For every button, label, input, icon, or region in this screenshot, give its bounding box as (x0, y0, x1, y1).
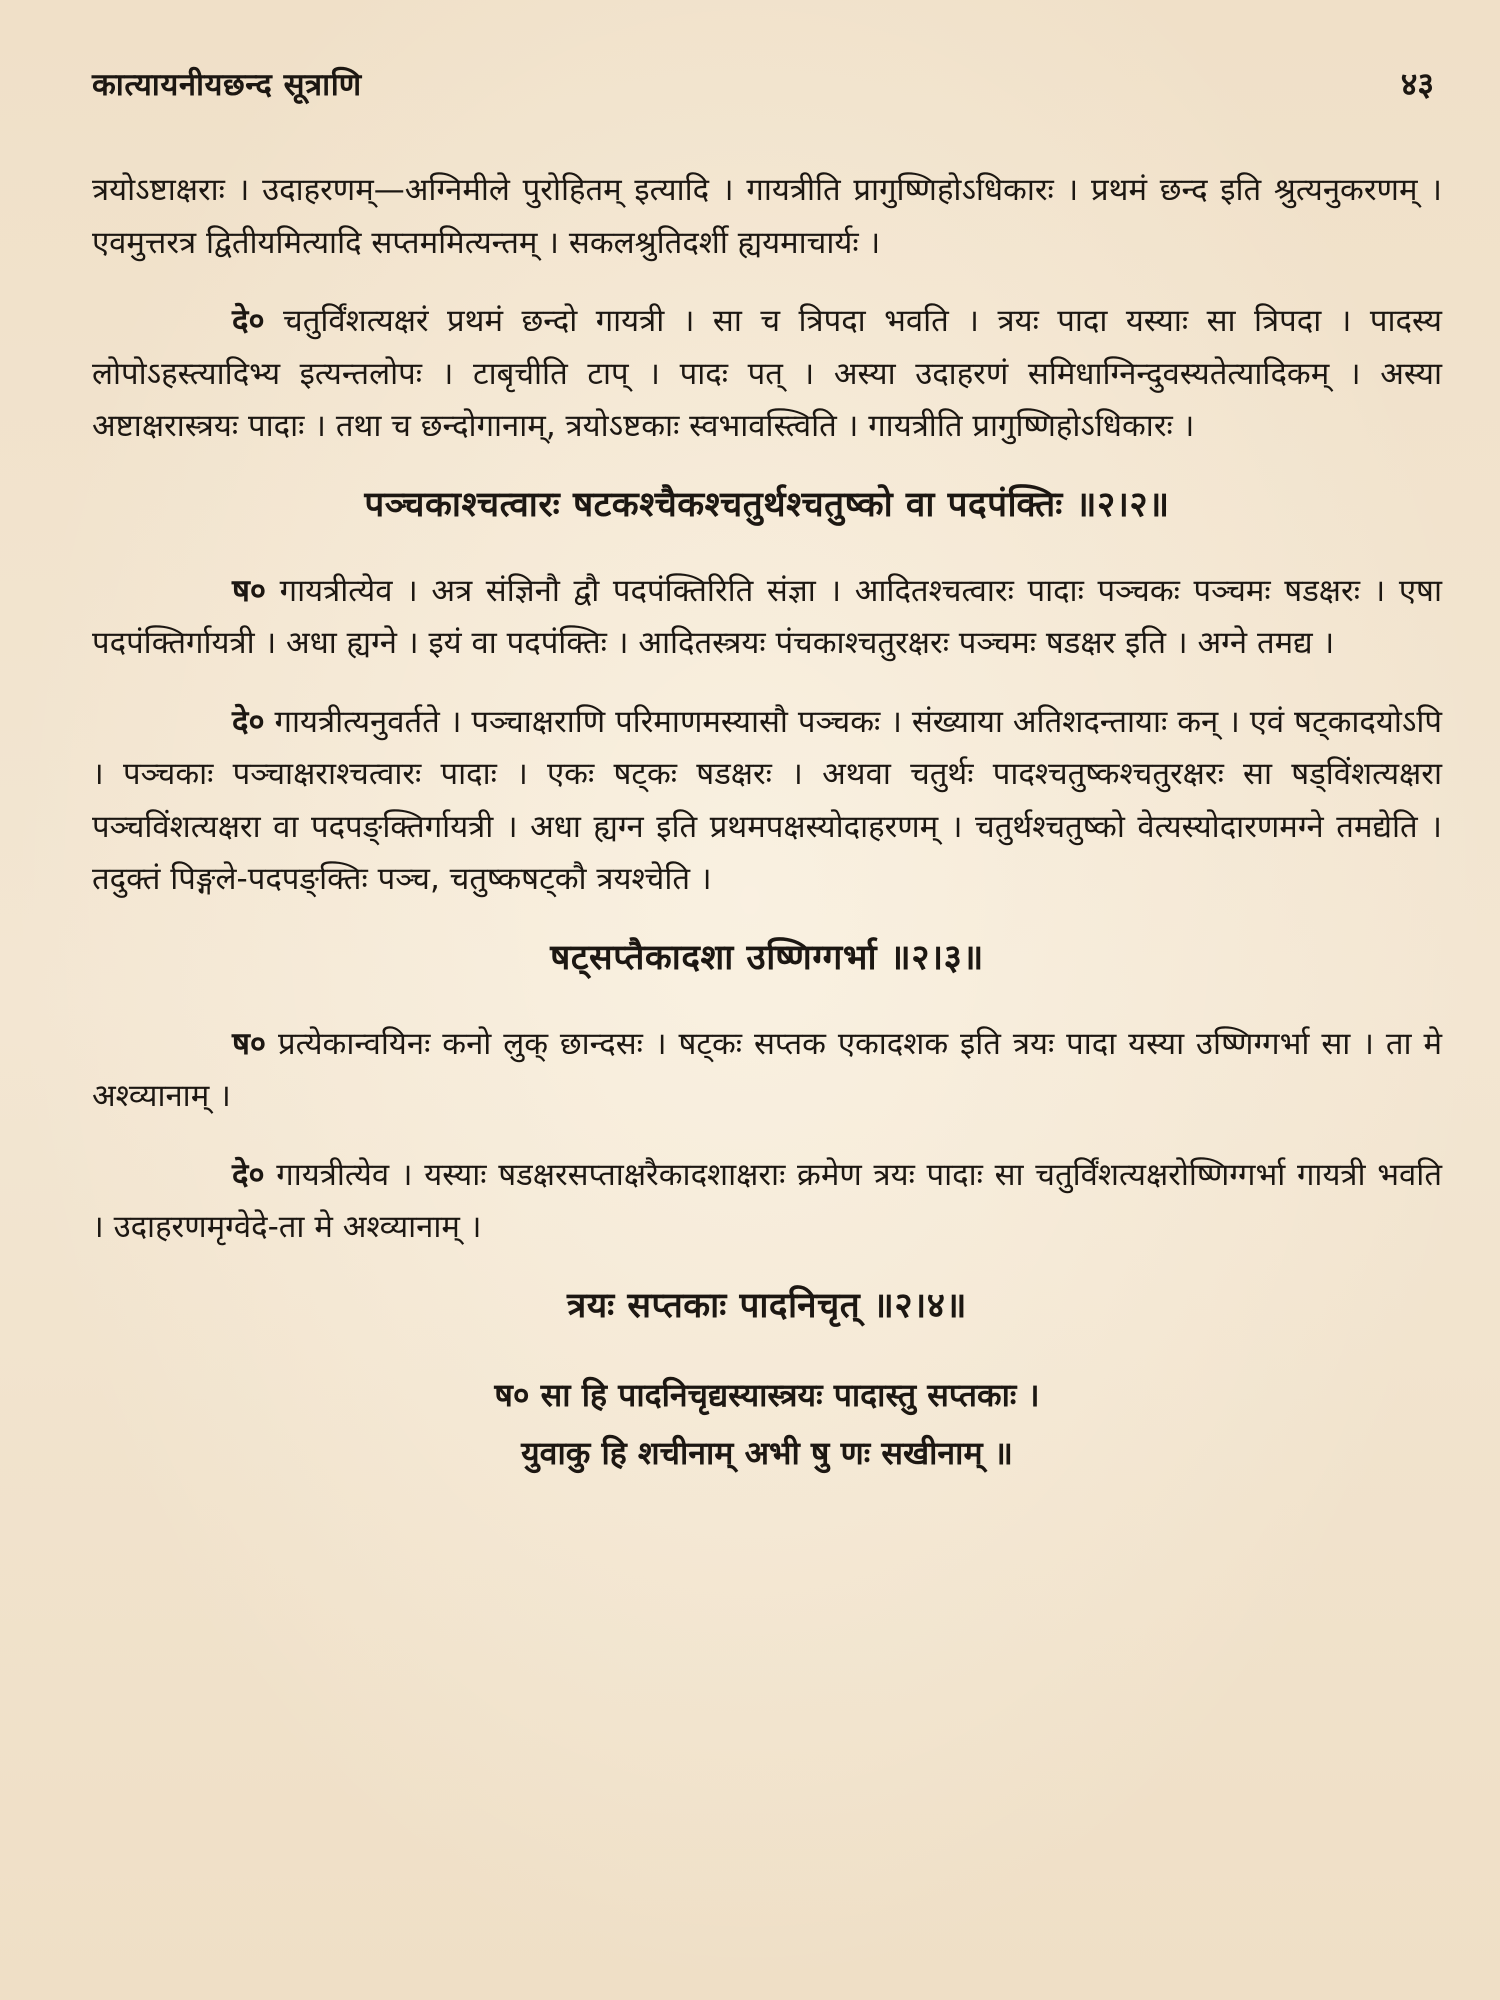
commentary-paragraph-2 (92, 295, 1442, 453)
commentary-paragraph-6 (92, 1149, 1442, 1254)
paragraph-text: गायत्रीत्येव । यस्याः षडक्षरसप्ताक्षरैकादशाक्षराः क्रमेण त्रयः पादाः सा चतुर्विंशत्यक्षरोष्णिग्गर्भा गायत्री भवति । उदाहरणमृग्वेदे-ता मे अश्व्यानाम् । (92, 1156, 1442, 1245)
paragraph-text: प्रत्येकान्वयिनः कनो लुक् छान्दसः । षट्कः सप्तक एकादशक इति त्रयः पादा यस्या उष्णिग्गर्भा सा । ता मे अश्व्यानाम् । (92, 1025, 1442, 1114)
commentary-paragraph-4 (92, 696, 1442, 906)
commentary-paragraph-5 (92, 1018, 1442, 1123)
verse-line-2: युवाकु हि शचीनाम् अभी षु णः सखीनाम् ॥ (521, 1433, 1013, 1472)
commentary-paragraph-3 (92, 565, 1442, 670)
verse-line-1: ष० सा हि पादनिचृद्यस्यास्त्रयः पादास्तु सप्तकाः । (494, 1375, 1040, 1414)
paragraph-text: गायत्रीत्येव । अत्र संज्ञिनौ द्वौ पदपंक्तिरिति संज्ञा । आदितश्चत्वारः पादाः पञ्चकः पञ्चमः षडक्षरः । एषा पदपंक्तिर्गायत्री । अधा ह्यग्ने । इयं वा पदपंक्तिः । आदितस्त्रयः पंचकाश्चतुरक्षरः पञ्चमः षडक्षर इति । अग्ने तमद्य । (92, 572, 1442, 661)
commentator-abbreviation: दे० (232, 703, 265, 740)
commentary-paragraph-1: त्रयोऽष्टाक्षराः । उदाहरणम्—अग्निमीले पुरोहितम् इत्यादि । गायत्रीति प्रागुष्णिहोऽधिकारः । प्रथमं छन्द इति श्रुत्यनुकरणम् । एवमुत्तरत्र द्वितीयमित्यादि सप्तममित्यन्तम् । सकलश्रुतिदर्शी ह्ययमाचार्यः । (92, 172, 1442, 261)
running-title: कात्यायनीयछन्द सूत्राणि (92, 67, 362, 103)
page-number: ४३ (1400, 65, 1434, 103)
commentator-abbreviation: ष० (232, 572, 267, 609)
verse-block (92, 1366, 1442, 1482)
paragraph-text: चतुर्विंशत्यक्षरं प्रथमं छन्दो गायत्री । सा च त्रिपदा भवति । त्रयः पादा यस्याः सा त्रिपदा । पादस्य लोपोऽहस्त्यादिभ्य इत्यन्तलोपः । टाबृचीति टाप् । पादः पत् । अस्या उदाहरणं समिधाग्निन्दुवस्यतेत्यादिकम् । अस्या अष्टाक्षरास्त्रयः पादाः । तथा च छन्दोगानाम्, त्रयोऽष्टकाः स्वभावस्त्विति । गायत्रीति प्रागुष्णिहोऽधिकारः । (92, 303, 1442, 444)
commentator-abbreviation: दे० (232, 303, 265, 339)
sutra-2-3: षट्सप्तैकादशा उष्णिग्गर्भा ॥२।३॥ (550, 937, 984, 978)
paragraph-text: गायत्रीत्यनुवर्तते । पञ्चाक्षराणि परिमाणमस्यासौ पञ्चकः । संख्याया अतिशदन्तायाः कन् । एवं षट्कादयोऽपि । पञ्चकाः पञ्चाक्षराश्चत्वारः पादाः । एकः षट्कः षडक्षरः । अथवा चतुर्थः पादश्चतुष्कश्चतुरक्षरः सा षड्विंशत्यक्षरा पञ्चविंशत्यक्षरा वा पदपङ्क्तिर्गायत्री । अधा ह्यग्न इति प्रथमपक्षस्योदाहरणम् । चतुर्थश्चतुष्को वेत्यस्योदारणमग्ने तमद्येति । तदुक्तं पिङ्गले-पदपङ्क्तिः पञ्च, चतुष्कषट्कौ त्रयश्चेति । (92, 703, 1442, 897)
sutra-2-2: पञ्चकाश्चत्वारः षटकश्चैकश्चतुर्थश्चतुष्को वा पदपंक्तिः ॥२।२॥ (364, 484, 1170, 525)
running-header (92, 62, 1442, 114)
commentator-abbreviation: दे० (232, 1156, 265, 1193)
sutra-2-4: त्रयः सप्तकाः पादनिचृत् ॥२।४॥ (567, 1285, 967, 1326)
commentator-abbreviation: ष० (232, 1025, 267, 1062)
